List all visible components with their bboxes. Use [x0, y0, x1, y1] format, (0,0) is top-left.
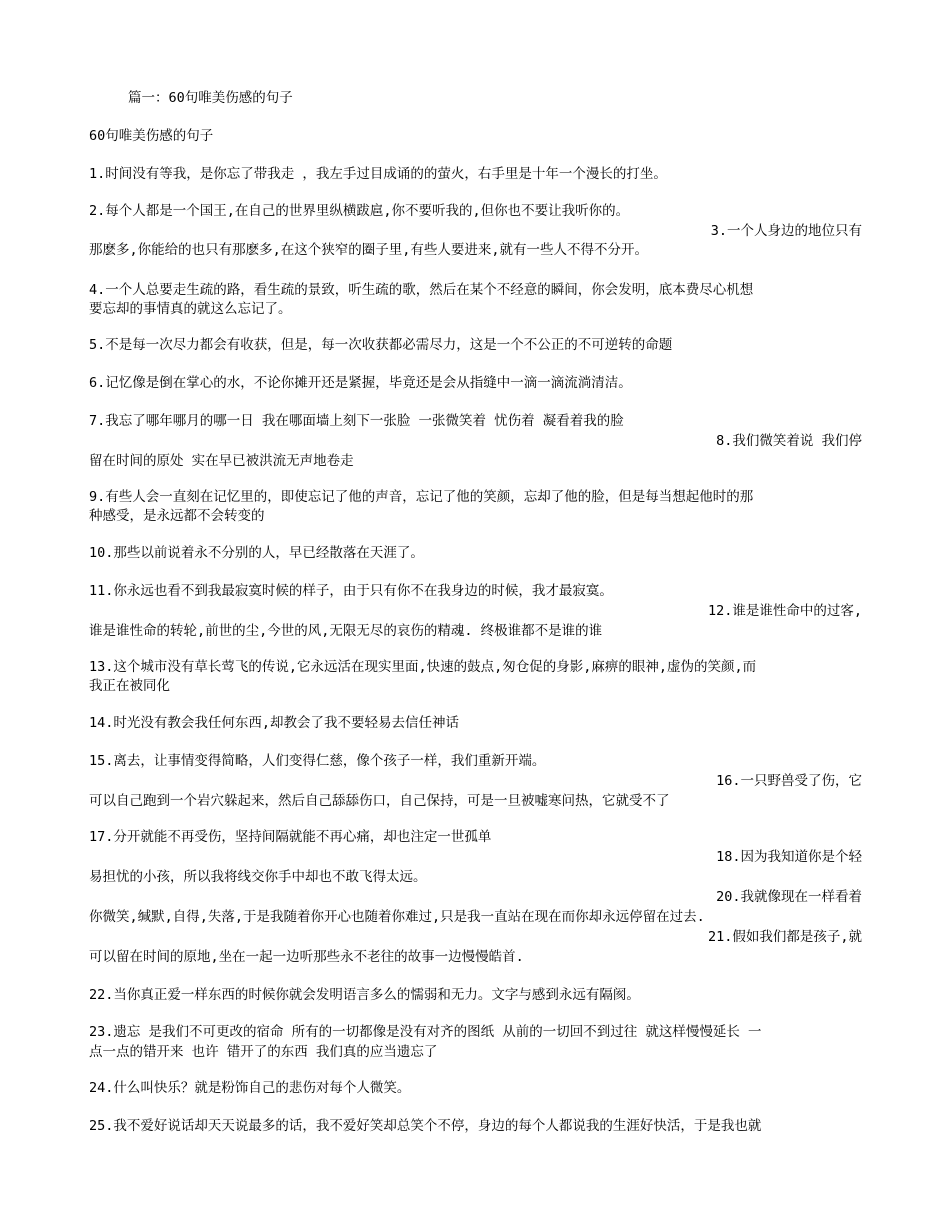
text-line: 16.一只野兽受了伤，它 — [716, 773, 862, 789]
text-line: 25.我不爱好说话却天天说最多的话，我不爱好笑却总笑个不停，身边的每个人都说我的生涯好快活，于是我也就 — [89, 1118, 762, 1134]
text-line: 23.遗忘 是我们不可更改的宿命 所有的一切都像是没有对齐的图纸 从前的一切回不到过往 就这样慢慢延长 一 — [89, 1024, 762, 1040]
document-title: 60句唯美伤感的句子 — [89, 128, 214, 144]
text-line: 4.一个人总要走生疏的路，看生疏的景致，听生疏的歌，然后在某个不经意的瞬间，你会发明，底本费尽心机想 — [89, 282, 754, 298]
text-line: 要忘却的事情真的就这么忘记了。 — [89, 301, 292, 317]
text-line: 3.一个人身边的地位只有 — [710, 223, 862, 239]
text-line: 10.那些以前说着永不分别的人，早已经散落在天涯了。 — [89, 545, 424, 561]
text-line: 种感受，是永远都不会转变的 — [89, 508, 265, 524]
text-line: 可以自己跑到一个岩穴躲起来，然后自己舔舔伤口，自己保持，可是一旦被嘘寒问热，它就受不了 — [89, 793, 670, 809]
text-line: 可以留在时间的原地,坐在一起一边听那些永不老往的故事一边慢慢皓首. — [89, 949, 524, 965]
text-line: 1.时间没有等我，是你忘了带我走 ，我左手过目成诵的的萤火，右手里是十年一个漫长的打坐。 — [89, 166, 667, 182]
text-line: 12.谁是谁性命中的过客, — [707, 603, 862, 619]
text-line: 24.什么叫快乐？就是粉饰自己的悲伤对每个人微笑。 — [89, 1080, 411, 1096]
text-line: 留在时间的原处 实在早已被洪流无声地卷走 — [89, 453, 354, 469]
text-line: 点一点的错开来 也许 错开了的东西 我们真的应当遗忘了 — [89, 1044, 438, 1060]
text-line: 7.我忘了哪年哪月的哪一日 我在哪面墙上刻下一张脸 一张微笑着 忧伤着 凝看着我的脸 — [89, 413, 624, 429]
text-line: 11.你永远也看不到我最寂寞时候的样子，由于只有你不在我身边的时候，我才最寂寞。 — [89, 583, 613, 599]
text-line: 6.记忆像是倒在掌心的水，不论你摊开还是紧握，毕竟还是会从指缝中一滴一滴流淌清洁。 — [89, 375, 632, 391]
text-line: 易担忧的小孩，所以我将线交你手中却也不敢飞得太远。 — [89, 869, 427, 885]
text-line: 13.这个城市没有草长莺飞的传说,它永远活在现实里面,快速的鼓点,匆仓促的身影,麻痹的眼神,虚伪的笑颜,而 — [89, 659, 757, 675]
text-line: 21.假如我们都是孩子,就 — [707, 929, 862, 945]
document-heading: 篇一：60句唯美伤感的句子 — [128, 90, 293, 106]
text-line: 14.时光没有教会我任何东西,却教会了我不要轻易去信任神话 — [89, 715, 460, 731]
text-line: 15.离去，让事情变得简略，人们变得仁慈，像个孩子一样，我们重新开端。 — [89, 753, 546, 769]
text-line: 17.分开就能不再受伤，坚持间隔就能不再心痛，却也注定一世孤单 — [89, 829, 492, 845]
text-line: 9.有些人会一直刻在记忆里的，即使忘记了他的声音，忘记了他的笑颜，忘却了他的脸，但是每当想起他时的那 — [89, 489, 754, 505]
text-line: 22.当你真正爱一样东西的时候你就会发明语言多么的懦弱和无力。文字与感到永远有隔阂。 — [89, 987, 640, 1003]
text-line: 谁是谁性命的转轮,前世的尘,今世的风,无限无尽的哀伤的精魂. 终极谁都不是谁的谁 — [89, 623, 603, 639]
text-line: 你微笑,缄默,自得,失落,于是我随着你开心也随着你难过,只是我一直站在现在而你却永远停留在过去. — [89, 909, 705, 925]
text-line: 那麽多,你能给的也只有那麽多,在这个狭窄的圈子里,有些人要进来,就有一些人不得不分开。 — [89, 242, 649, 258]
text-line: 5.不是每一次尽力都会有收获，但是，每一次收获都必需尽力，这是一个不公正的不可逆转的命题 — [89, 337, 673, 353]
text-line: 8.我们微笑着说 我们停 — [716, 433, 862, 449]
text-line: 2.每个人都是一个国王,在自己的世界里纵横跋扈,你不要听我的,但你也不要让我听你的。 — [89, 203, 630, 219]
text-line: 18.因为我知道你是个轻 — [716, 849, 862, 865]
text-line: 20.我就像现在一样看着 — [716, 889, 862, 905]
text-line: 我正在被同化 — [89, 678, 170, 694]
